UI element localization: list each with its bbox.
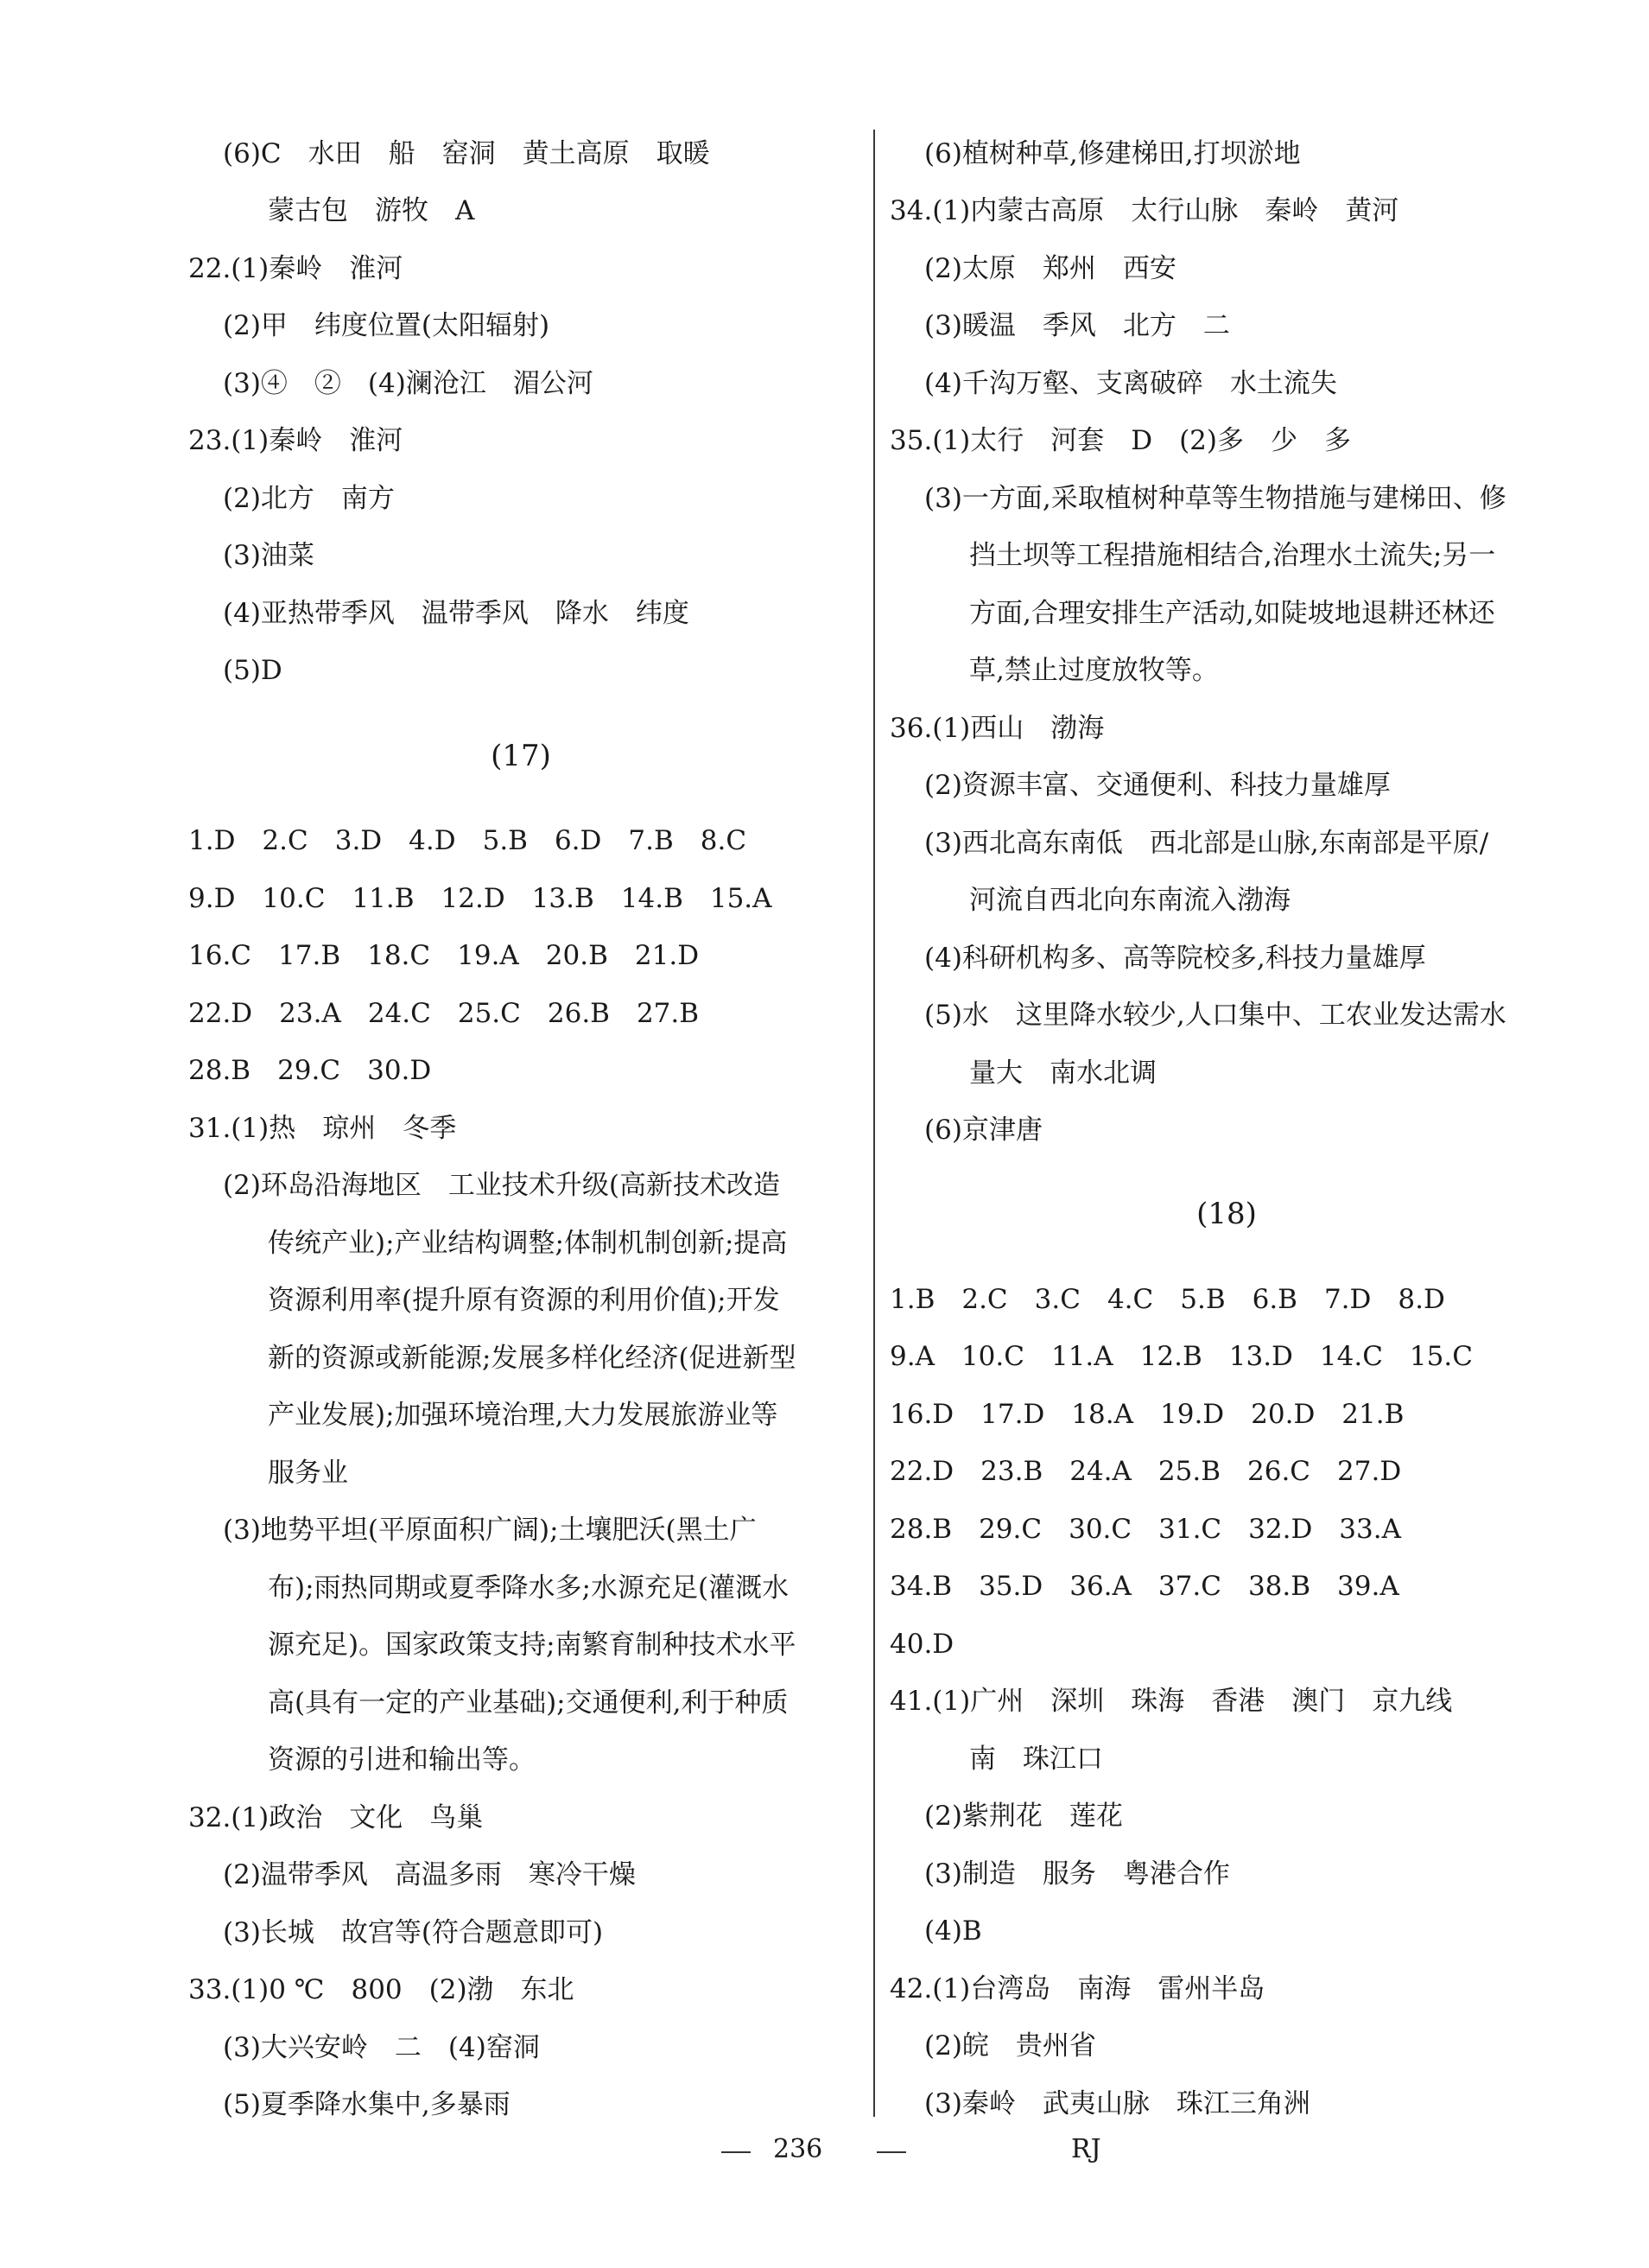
question-line: 31.(1)热 琼州 冬季	[188, 1113, 457, 1144]
answer-line: (3)西北高东南低 西北部是山脉,东南部是平原/	[924, 828, 1489, 859]
answer-line: (6)植树种草,修建梯田,打坝淤地	[924, 138, 1301, 169]
answer-line: (5)水 这里降水较少,人口集中、工农业发达需水	[924, 1000, 1506, 1031]
question-line: 36.(1)西山 渤海	[890, 713, 1105, 744]
answer-line: (3)制造 服务 粤港合作	[924, 1858, 1230, 1890]
answer-line: (4)B	[924, 1915, 982, 1947]
answer-line: (4)科研机构多、高等院校多,科技力量雄厚	[924, 943, 1426, 974]
question-line: 33.(1)0 ℃ 800 (2)渤 东北	[188, 1974, 574, 2005]
choice-answers: 16.C 17.B 18.C 19.A 20.B 21.D	[188, 940, 700, 971]
page-number: 236	[773, 2134, 823, 2164]
answer-line: (5)夏季降水集中,多暴雨	[223, 2089, 511, 2120]
answer-line: (2)北方 南方	[223, 483, 395, 514]
footer-dash-right	[877, 2151, 906, 2153]
answer-line: 新的资源或新能源;发展多样化经济(促进新型	[268, 1343, 796, 1374]
answer-line: (2)温带季风 高温多雨 寒冷干燥	[223, 1859, 636, 1890]
answer-line: 南 珠江口	[969, 1744, 1103, 1775]
column-divider	[873, 130, 875, 2117]
answer-line: 草,禁止过度放牧等。	[969, 655, 1219, 686]
choice-answers: 9.D 10.C 11.B 12.D 13.B 14.B 15.A	[188, 883, 772, 914]
answer-line: (2)甲 纬度位置(太阳辐射)	[223, 310, 550, 341]
choice-answers: 22.D 23.A 24.C 25.C 26.B 27.B	[188, 998, 700, 1029]
question-line: 34.(1)内蒙古高原 太行山脉 秦岭 黄河	[890, 195, 1399, 226]
choice-answers: 9.A 10.C 11.A 12.B 13.D 14.C 15.C	[890, 1341, 1473, 1372]
answer-line: (4)千沟万壑、支离破碎 水土流失	[924, 368, 1337, 399]
question-line: 41.(1)广州 深圳 珠海 香港 澳门 京九线	[890, 1686, 1453, 1717]
answer-line: (3)秦岭 武夷山脉 珠江三角洲	[924, 2088, 1310, 2119]
answer-line: (3)油菜	[223, 540, 314, 571]
answer-line: 资源利用率(提升原有资源的利用价值);开发	[268, 1285, 780, 1316]
answer-line: (2)皖 贵州省	[924, 2030, 1096, 2062]
answer-line: 产业发展);加强环境治理,大力发展旅游业等	[268, 1400, 778, 1431]
choice-answers: 28.B 29.C 30.D	[188, 1055, 432, 1086]
choice-answers: 1.B 2.C 3.C 4.C 5.B 6.B 7.D 8.D	[890, 1284, 1445, 1315]
answer-line: 高(具有一定的产业基础);交通便利,利于种质	[268, 1687, 789, 1718]
section-heading-18: (18)	[1196, 1197, 1257, 1231]
page-footer	[0, 2134, 1649, 2186]
answer-line: 蒙古包 游牧 A	[268, 195, 475, 226]
answer-line: 资源的引进和输出等。	[268, 1744, 536, 1776]
choice-answers: 34.B 35.D 36.A 37.C 38.B 39.A	[890, 1571, 1399, 1602]
answer-line: (3)大兴安岭 二 (4)窑洞	[223, 2032, 540, 2063]
choice-answers: 40.D	[890, 1629, 955, 1660]
answer-line: 源充足)。国家政策支持;南繁育制种技术水平	[268, 1630, 796, 1661]
answer-line: (2)太原 郑州 西安	[924, 253, 1176, 284]
question-line: 23.(1)秦岭 淮河	[188, 425, 403, 456]
choice-answers: 16.D 17.D 18.A 19.D 20.D 21.B	[890, 1399, 1405, 1430]
answer-line: (6)C 水田 船 窑洞 黄土高原 取暖	[223, 138, 710, 169]
answer-line: 传统产业);产业结构调整;体制机制创新;提高	[268, 1228, 788, 1259]
choice-answers: 22.D 23.B 24.A 25.B 26.C 27.D	[890, 1456, 1402, 1487]
footer-dash-left	[721, 2151, 751, 2153]
choice-answers: 28.B 29.C 30.C 31.C 32.D 33.A	[890, 1514, 1401, 1545]
question-line: 22.(1)秦岭 淮河	[188, 253, 403, 284]
answer-line: (3)长城 故宫等(符合题意即可)	[223, 1917, 604, 1948]
answer-line: 量大 南水北调	[969, 1058, 1157, 1089]
answer-line: (2)环岛沿海地区 工业技术升级(高新技术改造	[223, 1170, 781, 1201]
answer-line: 布);雨热同期或夏季降水多;水源充足(灌溉水	[268, 1572, 790, 1604]
answer-line: (2)资源丰富、交通便利、科技力量雄厚	[924, 770, 1391, 801]
question-line: 42.(1)台湾岛 南海 雷州半岛	[890, 1973, 1265, 2004]
answer-line: (4)亚热带季风 温带季风 降水 纬度	[223, 598, 689, 629]
choice-answers: 1.D 2.C 3.D 4.D 5.B 6.D 7.B 8.C	[188, 825, 747, 856]
answer-line: 方面,合理安排生产活动,如陡坡地退耕还林还	[969, 598, 1495, 629]
answer-line: 河流自西北向东南流入渤海	[969, 885, 1291, 916]
answer-line: (3)一方面,采取植树种草等生物措施与建梯田、修	[924, 483, 1506, 514]
answer-line: 服务业	[268, 1458, 348, 1489]
answer-line: (3)暖温 季风 北方 二	[924, 310, 1230, 341]
answer-line: (3)地势平坦(平原面积广阔);土壤肥沃(黑土广	[223, 1515, 757, 1546]
question-line: 32.(1)政治 文化 鸟巢	[188, 1802, 484, 1833]
answer-line: 挡土坝等工程措施相结合,治理水土流失;另一	[969, 540, 1496, 571]
edition-code: RJ	[1071, 2134, 1101, 2164]
answer-line: (5)D	[223, 655, 282, 686]
question-line: 35.(1)太行 河套 D (2)多 少 多	[890, 425, 1351, 456]
section-heading-17: (17)	[491, 739, 551, 773]
answer-line: (6)京津唐	[924, 1115, 1043, 1146]
answer-line: (3)④ ② (4)澜沧江 湄公河	[223, 368, 593, 399]
answer-line: (2)紫荆花 莲花	[924, 1801, 1123, 1832]
